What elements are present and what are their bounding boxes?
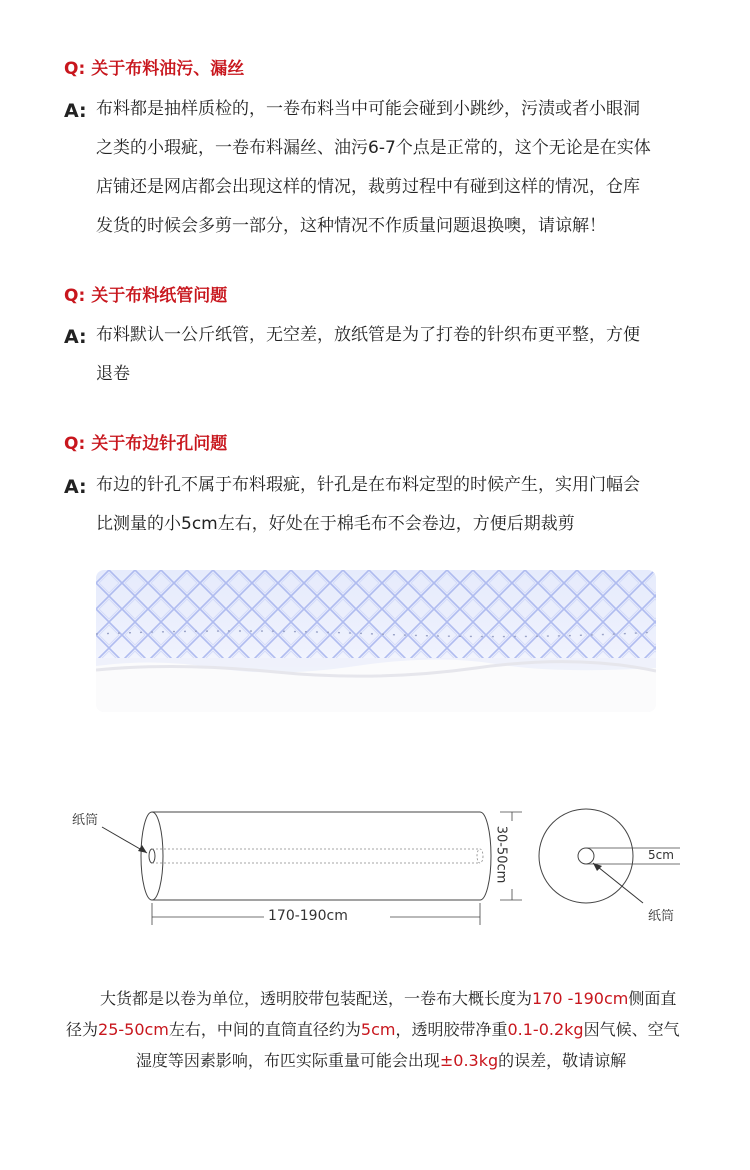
note-text: 的误差，敬请谅解 [498,1051,627,1070]
answer-line: 退卷 [96,364,130,384]
note-text: 大货都是以卷为单位，透明胶带包装配送，一卷布大概长度为 [100,989,533,1008]
answer-prefix: A: [64,326,87,348]
note-text: 湿度等因素影响，布匹实际重量可能会出现 [135,1051,440,1070]
question-text: 关于布料纸管问题 [91,286,228,306]
question-text: 关于布边针孔问题 [91,434,228,454]
note-highlight: 5cm [360,1020,396,1039]
note-highlight: ±0.3kg [439,1051,499,1070]
fabric-edge-photo [96,570,656,712]
note-text: 因气候、空气 [583,1020,680,1039]
length-label: 170-190cm [268,908,348,924]
question-heading-2 [64,281,227,306]
note-line [66,1014,696,1045]
note-text: 侧面直 [628,989,677,1008]
answer-text-1 [96,90,696,246]
note-highlight: 170 -190cm [532,989,629,1008]
q-prefix: Q: [64,286,86,306]
core-diameter-label: 5cm [648,848,674,862]
q-prefix: Q: [64,59,86,79]
q-prefix: Q: [64,434,86,454]
answer-line: 布边的针孔不属于布料瑕疵，针孔是在布料定型的时候产生，实用门幅会 [96,475,640,495]
note-text: ，透明胶带净重 [395,1020,508,1039]
answer-line: 布料默认一公斤纸管，无空差，放纸管是为了打卷的针织布更平整，方便 [96,325,640,345]
question-heading-3 [64,429,227,454]
answer-line: 比测量的小5cm左右，好处在于棉毛布不会卷边，方便后期裁剪 [96,514,575,534]
answer-text-2 [96,316,696,394]
answer-prefix: A: [64,476,87,498]
answer-line: 之类的小瑕疵，一卷布料漏丝、油污6-7个点是正常的，这个无论是在实体 [96,138,651,158]
tube-label-left: 纸筒 [72,813,99,828]
question-heading-1 [64,54,244,79]
answer-prefix: A: [64,100,87,122]
answer-line: 店铺还是网店都会出现这样的情况，裁剪过程中有碰到这样的情况，仓库 [96,177,640,197]
note-line [66,1045,696,1076]
note-text: 左右，中间的直筒直径约为 [168,1020,361,1039]
tube-label-right: 纸筒 [648,909,675,924]
note-text: 径为 [66,1020,99,1039]
answer-line: 布料都是抽样质检的，一卷布料当中可能会碰到小跳纱，污渍或者小眼洞 [96,99,640,119]
answer-text-3 [96,466,696,544]
diameter-label: 30-50cm [493,825,509,884]
note-line [66,983,696,1014]
fabric-roll-diagram [60,785,700,949]
note-highlight: 25-50cm [98,1020,169,1039]
shipping-note [66,983,696,1076]
note-highlight: 0.1-0.2kg [507,1020,584,1039]
answer-line: 发货的时候会多剪一部分，这种情况不作质量问题退换噢，请谅解！ [96,216,606,236]
question-text: 关于布料油污、漏丝 [91,59,245,79]
